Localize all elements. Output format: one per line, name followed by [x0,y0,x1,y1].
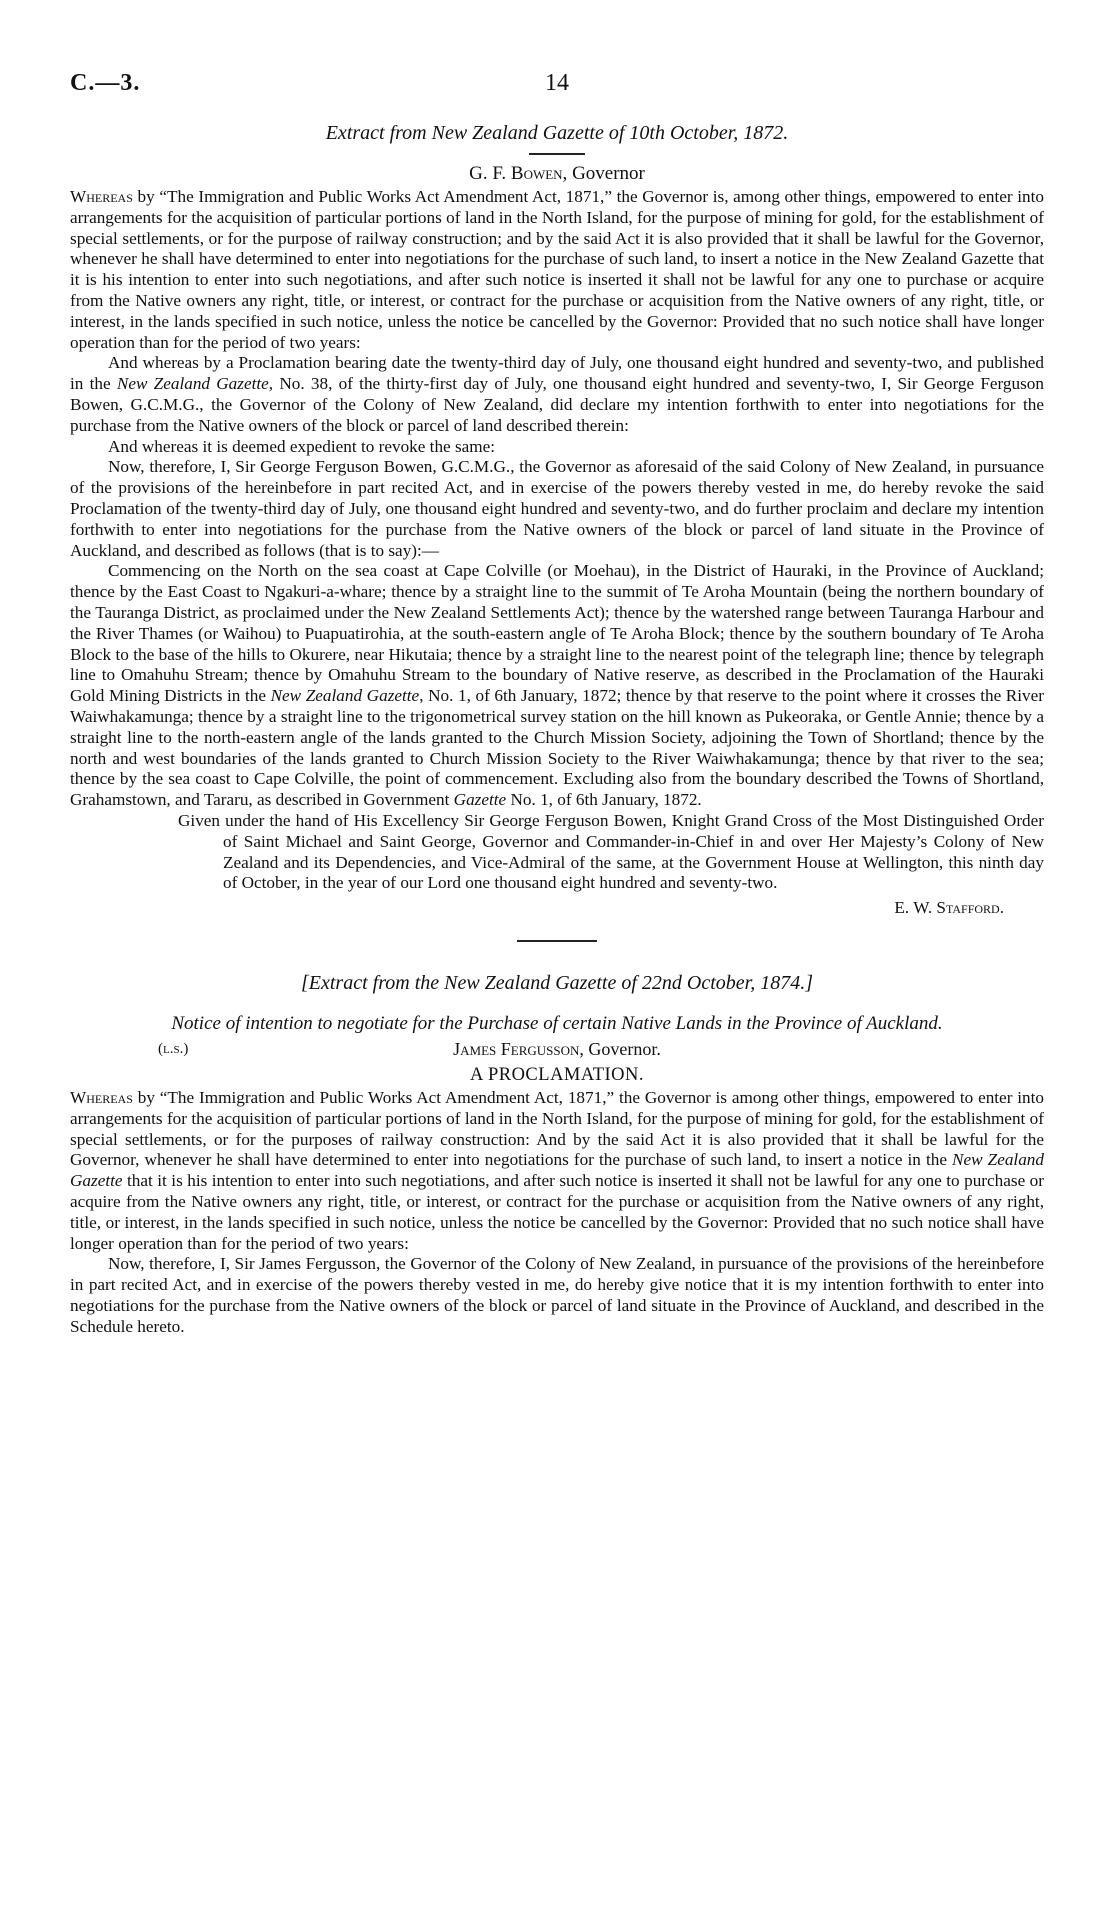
seal-mark: (l.s.) [158,1041,189,1058]
section1-boundary-description [70,561,1044,811]
gazette-title: Gazette [453,790,507,810]
short-rule [529,153,585,155]
paragraph-text: Commencing on the North on the sea coast at Cape Colville (or Moehau), in the District of Hauraki, in the Province of Auckland; thence by the East Coast to Ngakuri-a-whare; thence by a straight line to the summit of Te Aroha Mountain (being the northern boundary of the Tauranga District, as proclaimed under the New Zealand Settlements Act); thence by the watershed range between Tauranga Harbour and the River Thames (or Waihou) to Puapuatirohia, at the south-eastern angle of Te Aroha Block; thence by the southern boundary of Te Aroha Block to the base of the hills to Okurere, near Hikutaia; thence by a straight line to the nearest point of the telegraph line; thence by telegraph line to Omahuhu Stream; thence by Omahuhu Stream to the boundary of Native reserve, as described in the Proclamation of the Hauraki Gold Mining Districts in the [70,561,1044,706]
proclamation-title: A PROCLAMATION. [469,1065,645,1086]
paragraph-text: , No. 38, of the thirty-first day of July, one thousand eight hundred and seventy-two, I, Sir George Ferguson Bowen, G.C.M.G., the Governor of the Colony of New Zealand, did declare my intention forthwith to enter into negotiations for the purchase from the Native owners of the block or parcel of land described therein: [70,374,1044,435]
gazette-title: New Zealand Gazette [116,374,269,394]
section1-paragraph-3: And whereas it is deemed expedient to revoke the same: [108,436,496,456]
whereas-word: Whereas [70,187,133,206]
paragraph-text: And whereas by a Proclamation bearing date the twenty-third day of July, one thousand eight hundred and seventy-two, and published in the [70,353,1044,394]
document-reference: C.—3. [70,70,141,96]
gazette-title: New Zealand Gazette [70,1150,1044,1191]
gazette-title: New Zealand Gazette [270,686,420,706]
signatory-name: E. W. Stafford. [894,898,1004,918]
governor-title: Governor. [588,1039,661,1060]
given-under-hand-block: Given under the hand of His Excellency Sir George Ferguson Bowen, Knight Grand Cross of the Most Distinguished Order of Saint Michael and Saint George, Governor and Commander-in-Chief in and over Her Majesty’s Colony of New Zealand and its Dependencies, and Vice-Admiral of the same, at the Government House at Wellington, this ninth day of October, in the year of our Lord one thousand eight hundred and seventy-two. [178,810,1044,893]
page-header [70,70,1044,116]
section1-paragraph-2 [70,353,1044,436]
whereas-word: Whereas [70,1088,133,1108]
paragraph-text: by “The Immigration and Public Works Act Amendment Act, 1871,” the Governor is, among other things, empowered to enter into arrangements for the acquisition of particular portions of land in the North Island, for the purpose of mining for gold, for the establishment of special settlements, or for the purpose of railway construction; and by the said Act it is also provided that it shall be lawful for the Governor, whenever he shall have determined to enter into negotiations for the purchase of such land, to insert a notice in the New Zealand Gazette that it is his intention to enter into such negotiations, and after such notice is inserted it shall not be lawful for any one to purchase or acquire from the Native owners any right, title, or interest, or contract for the purchase or acquisition from the Native owners of any right, title, or interest, in the lands specified in such notice, unless the notice be cancelled by the Governor: Provided that no such notice shall have longer operation than for the period of two years: [70,187,1045,352]
section2-paragraph-2: Now, therefore, I, Sir James Fergusson, the Governor of the Colony of New Zealand, in pursuance of the provisions of the hereinbefore in part recited Act, and in exercise of the powers thereby vested in me, do hereby give notice that it is my intention forthwith to enter into negotiations for the purchase from the Native owners of the block or parcel of land situate in the Province of Auckland, and described in the Schedule hereto. [70,1254,1044,1336]
section2-notice-title: Notice of intention to negotiate for the Purchase of certain Native Lands in the Province of Auckland. [171,1013,943,1035]
section-divider [517,940,597,942]
paragraph-text: that it is his intention to enter into such negotiations, and after such notice is inserted it shall not be lawful for any one to purchase or acquire from the Native owners any right, title, or interest, or contract for the purchase or acquisition from the Native owners of any right, title, or interest, in the lands specified in such notice, unless the notice be cancelled by the Governor: Provided that no such notice shall have longer operation than for the period of two years: [70,1171,1044,1253]
governor-title: Governor [572,163,645,184]
paragraph-text: , No. 1, of 6th January, 1872; thence by that reserve to the point where it crosses the River Waiwhakamunga; thence by a straight line to the trigonometrical survey station on the hill known as Pukeoraka, or Gentle Annie; thence by a straight line to the north-eastern angle of the lands granted to the Church Mission Society, adjoining the Town of Shortland; thence by the north and west boundaries of the lands granted to Church Mission Society to the River Waiwhakamunga; thence by that river to the sea; thence by the sea coast to Cape Colville, the point of commencement. Excluding also from the boundary described the Towns of Shortland, Grahamstown, and Tararu, as described in Government [70,686,1044,810]
governor-name: G. F. Bowen, [469,163,568,184]
section2-heading: [Extract from the New Zealand Gazette of 22nd October, 1874.] [301,972,813,995]
section1-governor-line [70,163,1044,185]
paragraph-text: No. 1, of 6th January, 1872. [506,790,702,810]
governor-name: James Fergusson, [453,1039,584,1060]
section1-heading: Extract from New Zealand Gazette of 10th October, 1872. [325,122,789,144]
section2-governor-line [70,1039,1044,1065]
section1-paragraph-1 [70,187,1044,353]
page-number: 14 [545,70,569,96]
section2-paragraph-1 [70,1088,1044,1254]
section1-paragraph-4: Now, therefore, I, Sir George Ferguson Bowen, G.C.M.G., the Governor as aforesaid of the said Colony of New Zealand, in pursuance of the provisions of the hereinbefore in part recited Act, and in exercise of the powers thereby vested in me, do hereby revoke the said Proclamation of the twenty-third day of July, one thousand eight hundred and seventy-two, and do further proclaim and declare my intention forthwith to enter into negotiations for the purchase from the Native owners of the block or parcel of land situate in the Province of Auckland, and described as follows (that is to say):— [70,457,1044,560]
paragraph-text: by “The Immigration and Public Works Act Amendment Act, 1871,” the Governor is among other things, empowered to enter into arrangements for the acquisition of particular portions of land in the North Island, for the purpose of mining for gold, for the establishment of special settlements, or for the purposes of railway construction: And by the said Act it is also provided that it shall be lawful for the Governor, whenever he shall have determined to enter into negotiations for the purchase of such land, to insert a notice in the [70,1088,1045,1170]
